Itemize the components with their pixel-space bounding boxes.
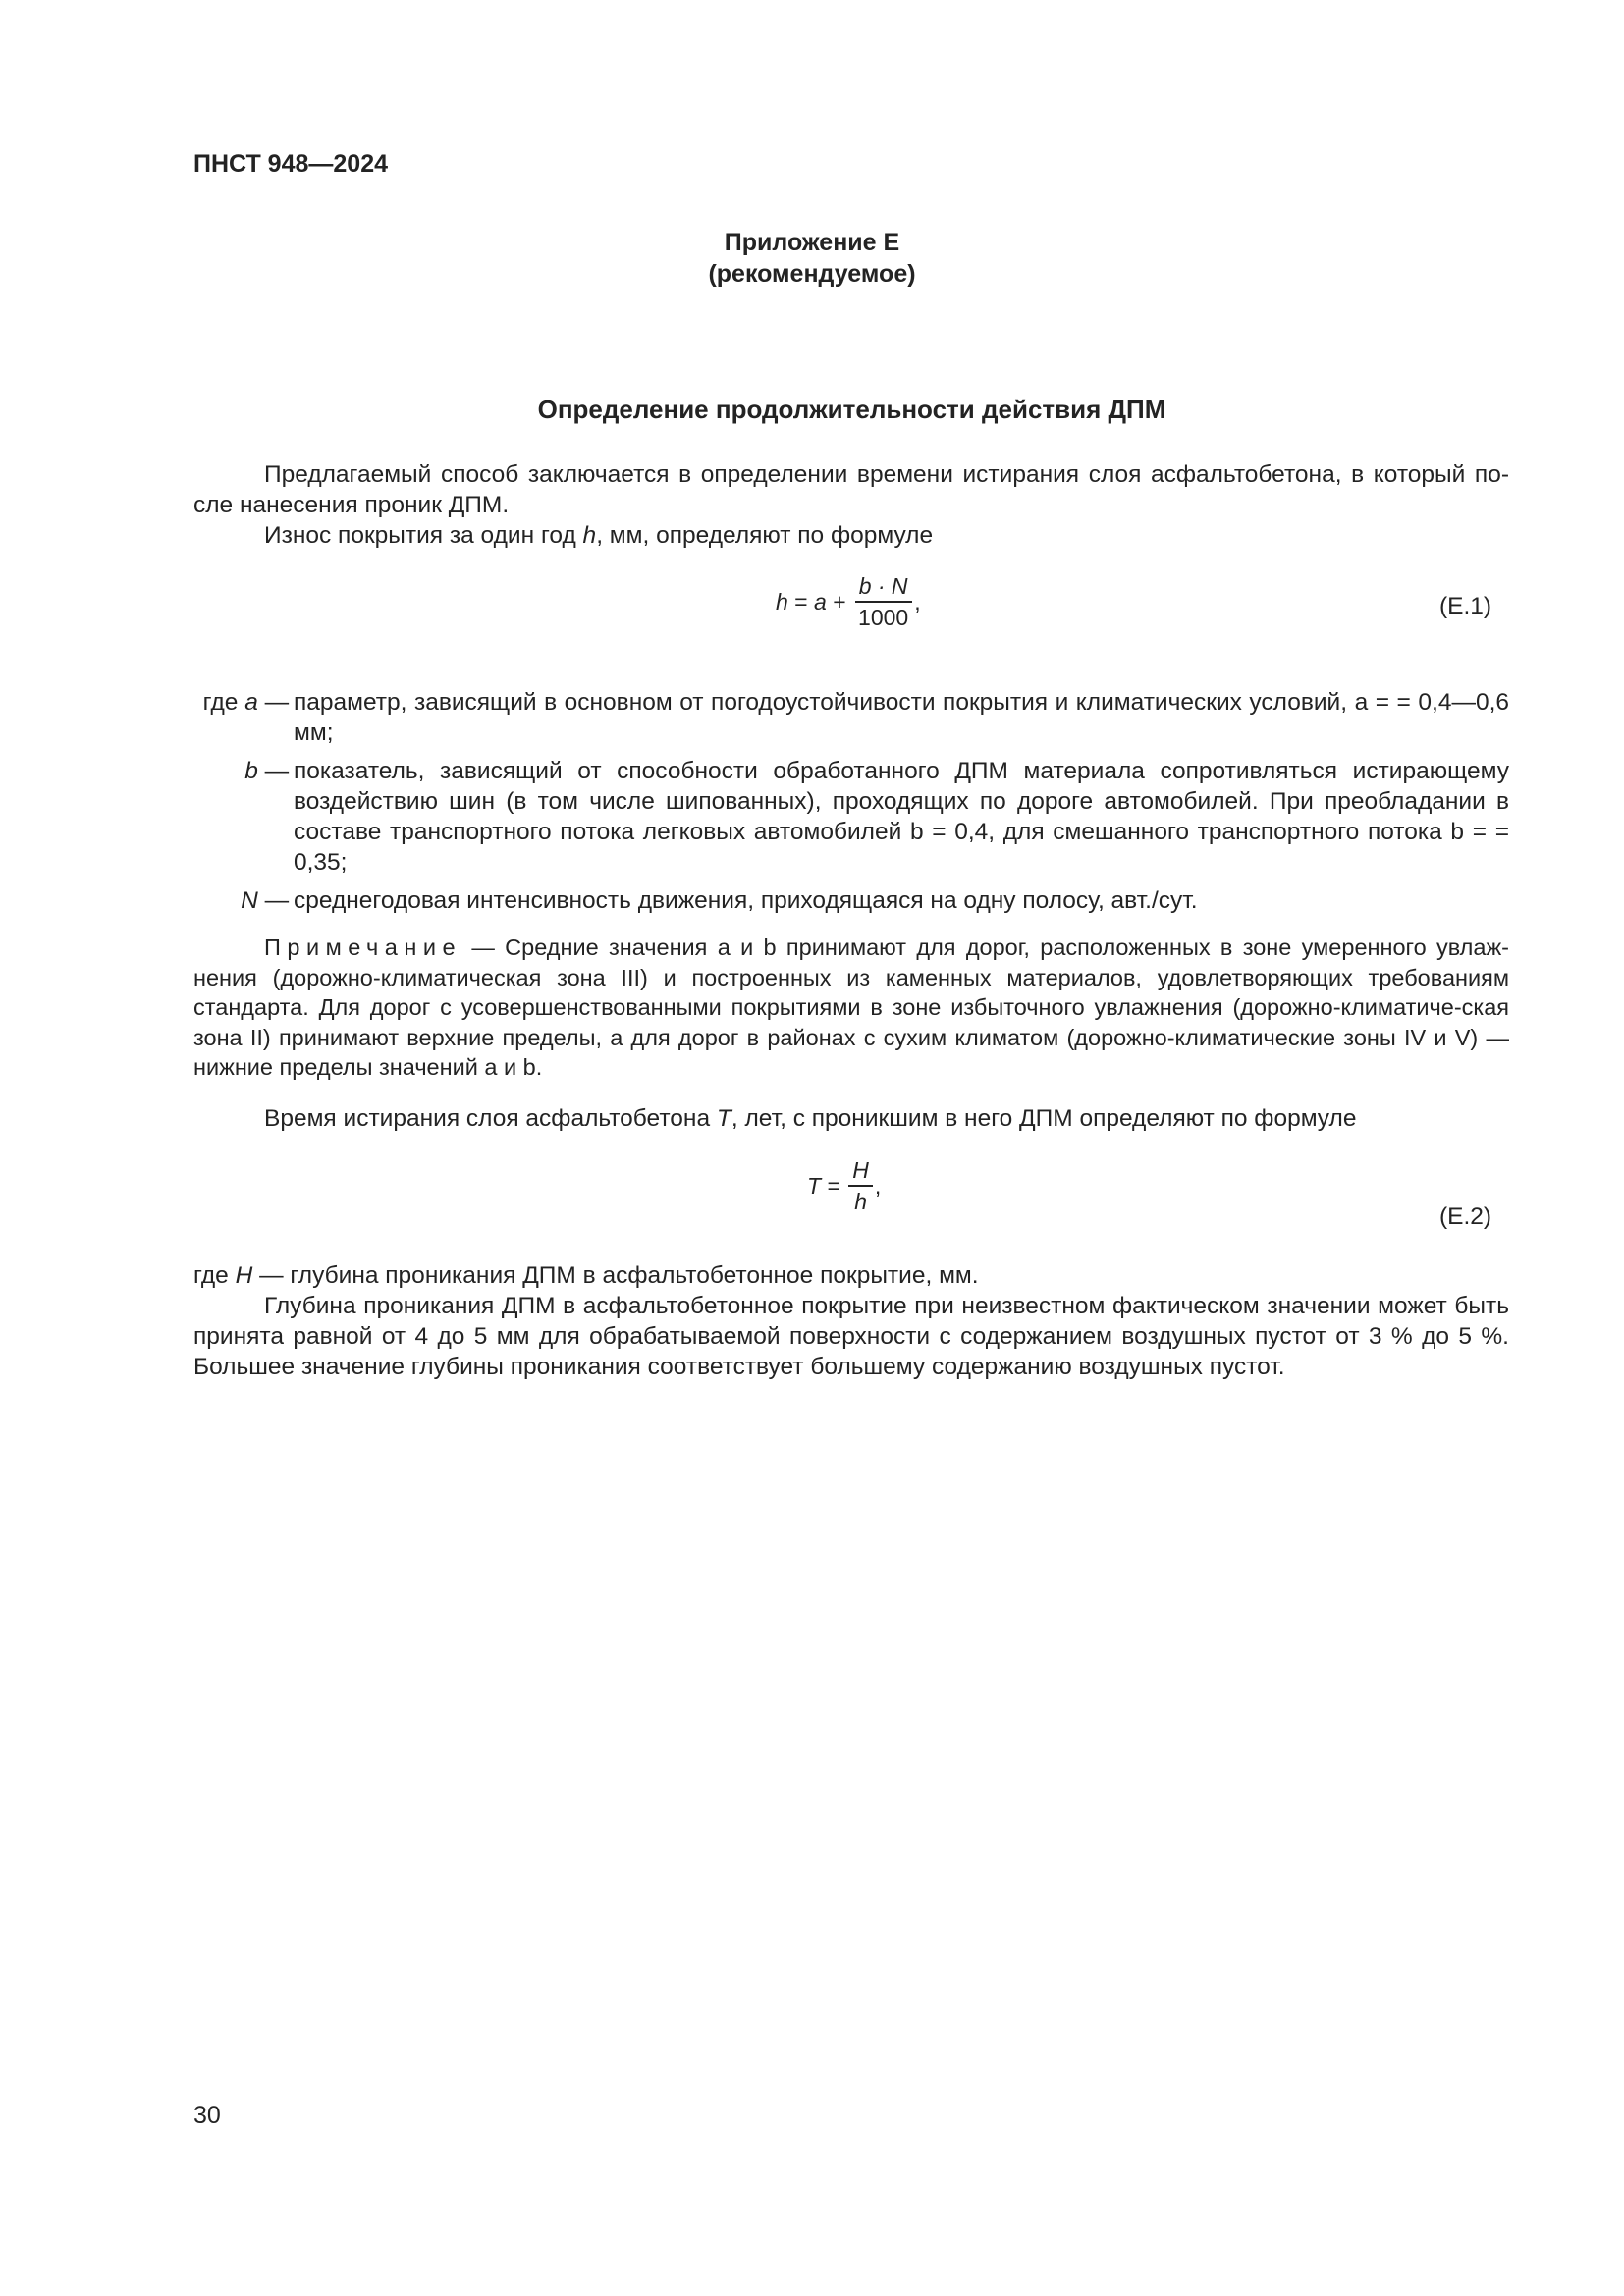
definition-a — [193, 687, 1509, 748]
formula-e1-a: a — [814, 588, 827, 614]
formula-e1 — [776, 574, 921, 629]
formula-e2-number: (Е.2) — [1439, 1203, 1492, 1230]
definition-n-text: среднегодовая интенсивность движения, приходящаяся на одну полосу, авт./сут. — [294, 887, 1198, 914]
definition-h-prefix: где — [193, 1262, 236, 1289]
formula-e1-denominator: 1000 — [858, 605, 909, 630]
formula-e1-plus: + — [826, 588, 853, 614]
formula-e1-lhs: h — [776, 588, 788, 614]
definition-b-dash: — — [257, 758, 296, 784]
definition-h — [193, 1260, 1509, 1291]
var-h: h — [582, 522, 597, 549]
wear-intro-text: Износ покрытия за один год — [264, 522, 583, 549]
formula-e1-comma: , — [914, 588, 921, 614]
definition-b-var: b — [244, 758, 258, 784]
time-text: Время истирания слоя асфальтобетона — [264, 1105, 717, 1132]
intro-text: Предлагаемый способ заключается в определении времени истирания слоя асфальтобетона, в который по-сле нанесения проник ДПМ. — [193, 461, 1509, 518]
formula-e1-number: (Е.1) — [1439, 593, 1492, 619]
definition-b-term — [193, 756, 296, 786]
appendix-status: (рекомендуемое) — [708, 260, 916, 288]
formula-e2 — [807, 1158, 881, 1213]
definition-n — [193, 885, 1509, 916]
document-code: ПНСТ 948—2024 — [193, 150, 388, 178]
formula-e2-lhs: T — [807, 1172, 822, 1199]
definition-h-var: H — [235, 1262, 253, 1289]
definition-a-dash: — — [257, 689, 296, 716]
definition-n-var: N — [241, 887, 258, 914]
formula-e2-comma: , — [874, 1172, 882, 1199]
definition-n-term — [193, 885, 296, 916]
formula-e2-numerator: H — [848, 1158, 873, 1187]
intro-paragraph — [193, 459, 1509, 520]
note-block — [193, 933, 1509, 1083]
definition-b — [193, 756, 1509, 878]
appendix-title: Приложение Е — [724, 229, 900, 256]
note-label: Примечание — [264, 934, 462, 960]
definition-a-var: a — [244, 689, 258, 716]
var-t: T — [716, 1105, 731, 1132]
wear-intro-text-end: , мм, определяют по формуле — [596, 522, 934, 549]
formula-e2-eq: = — [821, 1172, 847, 1199]
definition-n-dash: — — [257, 887, 296, 914]
wear-intro-paragraph — [193, 520, 1509, 551]
definition-b-text: показатель, зависящий от способности обработанного ДПМ материала сопротивляться истирающему воздействию шин (в том числе шипованных), проходящих по дороге автомобилей. При преобладании в составе транспортного потока легковых автомобилей b = 0,4, для смешанного транспортного потока b = = 0,35; — [294, 758, 1509, 876]
formula-e1-numerator: b · N — [855, 574, 912, 603]
definition-a-term — [193, 687, 296, 718]
page-number: 30 — [193, 2102, 221, 2129]
closing-paragraph: Глубина проникания ДПМ в асфальтобетонное покрытие при неизвестном фактическом значении может быть принята равной от 4 до 5 мм для обрабатываемой поверхности с содержанием воздушных пустот от 3 % до 5 %. Большее значение глубины проникания соответствует большему содержанию воздушных пустот. — [193, 1293, 1509, 1380]
definition-prefix: где — [202, 689, 245, 716]
note-text: — Средние значения a и b принимают для дорог, расположенных в зоне умеренного увлаж-нения (дорожно-климатическая зона III) и построенных из каменных материалов, удовлетворяющих требованиям стандарта. Для дорог с усовершенствованными покрытиями в зоне избыточного увлажнения (дорожно-климатиче-ская зона II) принимают верхние пределы, а для дорог в районах с сухим климатом (дорожно-климатические зоны IV и V) — нижние пределы значений a и b. — [193, 934, 1509, 1080]
time-paragraph — [193, 1103, 1509, 1134]
formula-e2-denominator: h — [854, 1189, 867, 1214]
formula-e2-fraction — [848, 1158, 873, 1213]
section-title: Определение продолжительности действия ДПМ — [537, 395, 1166, 424]
definition-h-text: — глубина проникания ДПМ в асфальтобетонное покрытие, мм. — [252, 1262, 979, 1289]
formula-e1-fraction — [854, 574, 912, 629]
definition-a-text: параметр, зависящий в основном от погодоустойчивости покрытия и климатических условий, a = = 0,4—0,6 мм; — [294, 689, 1509, 746]
time-text-end: , лет, с проникшим в него ДПМ определяют по формуле — [731, 1105, 1357, 1132]
formula-e1-eq: = — [787, 588, 815, 614]
